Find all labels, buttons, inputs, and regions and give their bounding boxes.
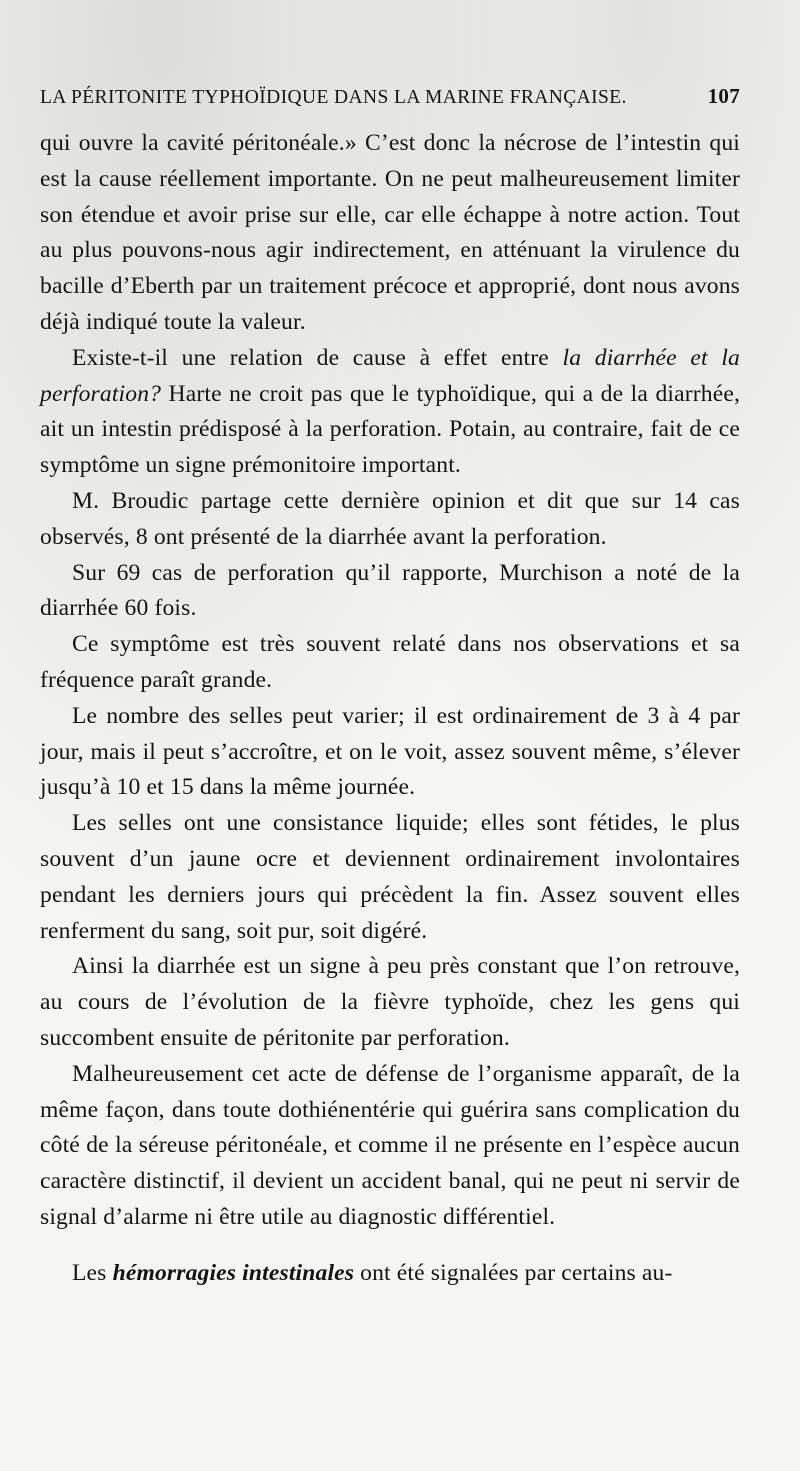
paragraph-broudic: M. Broudic partage cette dernière opinion et dit que sur 14 cas observés, 8 ont présenté de la diarrhée avant la perforation. bbox=[40, 487, 740, 550]
paragraph-text: Existe-t-il une relation de cause à effet entre bbox=[72, 344, 563, 371]
emphasis-text: la diarrhée et la perforation? bbox=[40, 344, 740, 407]
paragraph-nombre-selles: Le nombre des selles peut varier; il est ordinairement de 3 à 4 par jour, mais il peut s’accroître, et on le voit, assez souvent même, s’élever jusqu’à 10 et 15 dans la même journée. bbox=[40, 702, 740, 801]
paragraph-malheureusement: Malheureusement cet acte de défense de l’organisme apparaît, de la même façon, dans toute dothiénentérie qui guérira sans complication du côté de la séreuse péritonéale, et comme il ne présente en l’espèce aucun caractère distinctif, il devient un accident banal, qui ne peut ni servir de signal d’alarme ni être utile au diagnostic différentiel. bbox=[40, 1060, 740, 1230]
paragraph-text: Les bbox=[72, 1259, 113, 1286]
page-number: 107 bbox=[707, 84, 740, 108]
paragraph-text: Harte ne croit pas que le typhoïdique, qui a de la diarrhée, ait un intestin prédisposé à la perforation. Potain, au contraire, fait de ce symptôme un signe prémonitoire important. bbox=[40, 380, 740, 479]
paragraph-consistance: Les selles ont une consistance liquide; elles sont fétides, le plus souvent d’un jaune ocre et deviennent ordinairement involontaires pendant les derniers jours qui précèdent la fin. Assez souvent elles renferment du sang, soit pur, soit digéré. bbox=[40, 810, 740, 944]
paragraph-symptome: Ce symptôme est très souvent relaté dans nos observations et sa fréquence paraît grande. bbox=[40, 631, 740, 693]
emphasis-text: hémorragies intestinales bbox=[112, 1259, 355, 1286]
running-head-title: LA PÉRITONITE TYPHOÏDIQUE DANS LA MARINE FRANÇAISE. bbox=[40, 87, 627, 108]
body-text bbox=[40, 126, 740, 1292]
paragraph-hemorragies bbox=[40, 1256, 740, 1292]
paragraph-murchison: Sur 69 cas de perforation qu’il rapporte, Murchison a noté de la diarrhée 60 fois. bbox=[40, 559, 740, 622]
paragraph-necrose: qui ouvre la cavité péritonéale.» C’est donc la nécrose de l’intestin qui est la cause réellement importante. On ne peut malheureusement limiter son étendue et avoir prise sur elle, car elle échappe à notre action. Tout au plus pouvons-nous agir indirectement, en atténuant la virulence du bacille d’Eberth par un traitement précoce et approprié, dont nous avons déjà indiqué toute la valeur. bbox=[40, 130, 740, 335]
paragraph-signe-constant: Ainsi la diarrhée est un signe à peu près constant que l’on retrouve, au cours de l’évolution de la fièvre typhoïde, chez les gens qui succombent ensuite de péritonite par perforation. bbox=[40, 953, 740, 1051]
running-head bbox=[40, 84, 740, 116]
paragraph-diarrhee-perforation bbox=[40, 341, 740, 484]
paragraph-text: ont été signalées par certains au- bbox=[354, 1259, 673, 1286]
